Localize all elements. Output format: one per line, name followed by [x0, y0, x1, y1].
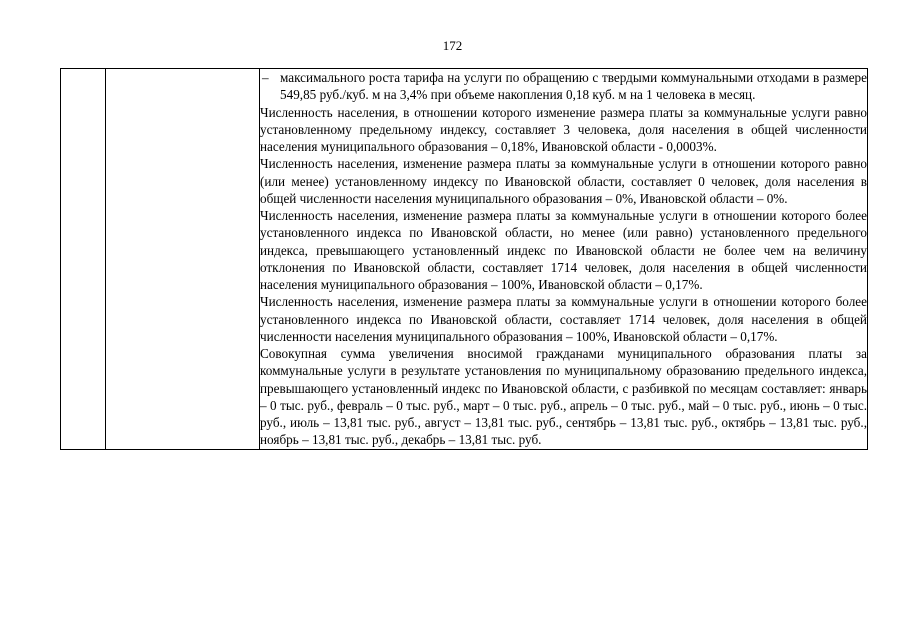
- bullet-item: [260, 69, 867, 104]
- table-cell-name: [106, 69, 260, 450]
- paragraph-population-between-indexes: Численность населения, изменение размера платы за коммунальные услуги в отношении которого более установленного индекса по Ивановской области, но менее (или равно) установленного предельного индекса, превышающего установленный индекс по Ивановской области не более чем на величину отклонения по Ивановской области, составляет 1714 человек, доля населения в общей численности населения муниципального образования – 100%, Ивановской области – 0,17%.: [260, 208, 867, 292]
- bullet-text: максимального роста тарифа на услуги по обращению с твердыми коммунальными отходами в размере 549,85 руб./куб. м на 3,4% при объеме накопления 0,18 куб. м на 1 человека в месяц.: [280, 70, 867, 103]
- paragraph-population-equal-limit: Численность населения, в отношении которого изменение размера платы за коммунальные услуги равно установленному предельному индексу, составляет 3 человека, доля населения в общей численности населения муниципального образования – 0,18%, Ивановской области - 0,0003%.: [260, 104, 867, 154]
- table-cell-text: [260, 69, 868, 450]
- paragraph-population-below-index: Численность населения, изменение размера платы за коммунальные услуги в отношении которого равно (или менее) установленному индексу по Ивановской области, составляет 0 человек, доля населения в общей численности населения муниципального образования – 0%, Ивановской области – 0%.: [260, 156, 867, 206]
- paragraph-population-above-index: Численность населения, изменение размера платы за коммунальные услуги в отношении которого более установленного индекса по Ивановской области, составляет 1714 человек, доля населения в общей численности населения муниципального образования – 100%, Ивановской области – 0,17%.: [260, 294, 867, 344]
- table-cell-number: [61, 69, 106, 450]
- table-row: [61, 69, 868, 450]
- document-table: [60, 68, 868, 450]
- bullet-dash: –: [262, 70, 269, 85]
- paragraph-total-increase: Совокупная сумма увеличения вносимой гражданами муниципального образования платы за коммунальные услуги в результате установления по муниципальному образованию предельного индекса, превышающего установленный индекс по Ивановской области, с разбивкой по месяцам составляет: январь – 0 тыс. руб., февраль – 0 тыс. руб., март – 0 тыс. руб., апрель – 0 тыс. руб., май – 0 тыс. руб., июнь – 0 тыс. руб., июль – 13,81 тыс. руб., август – 13,81 тыс. руб., сентябрь – 13,81 тыс. руб., октябрь – 13,81 тыс. руб., ноябрь – 13,81 тыс. руб., декабрь – 13,81 тыс. руб.: [260, 346, 867, 448]
- page-number: 172: [442, 38, 463, 53]
